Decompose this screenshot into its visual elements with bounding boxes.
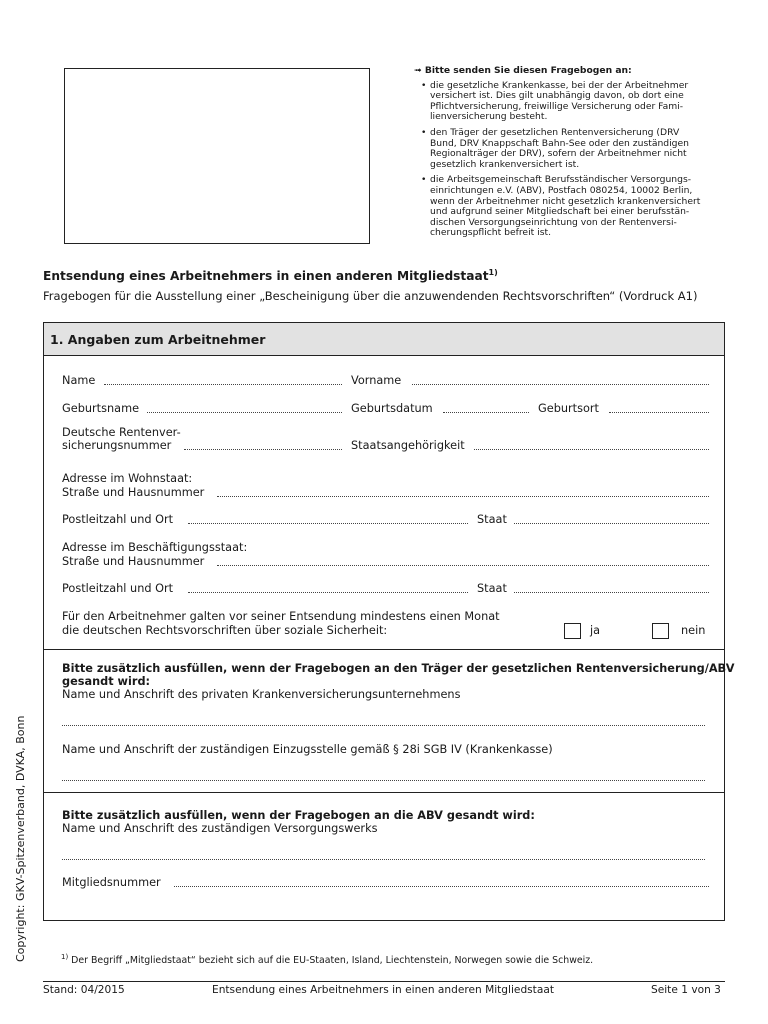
send-instructions [414, 66, 732, 244]
staat-wohnstaat-label: Staat [477, 513, 507, 526]
vorname-field[interactable] [412, 384, 709, 385]
title-footnote-marker: 1) [488, 268, 498, 277]
staatsangehoerigkeit-field[interactable] [474, 449, 709, 450]
section-header [44, 323, 724, 356]
page-title: Entsendung eines Arbeitnehmers in einen anderen Mitgliedstaat$^{1)}$ [43, 268, 498, 284]
staat-beschaeftigungsstaat-label: Staat [477, 582, 507, 595]
footnote: $^{1)}$ Der Begriff „Mitgliedstaat“ bezieht sich auf die EU-Staaten, Island, Liechtenstein, Norwegen sowie die Schweiz. [61, 953, 594, 967]
versorgungswerk-field[interactable] [62, 859, 705, 860]
mitgliedsnummer-label: Mitgliedsnummer [62, 876, 161, 889]
address-window-box [64, 68, 370, 244]
rv-subsection-heading-line1: Bitte zusätzlich ausfüllen, wenn der Fragebogen an den Träger der gesetzlichen Rentenversicherung/ABV [62, 662, 735, 675]
ja-label: ja [590, 624, 601, 637]
mitgliedsnummer-field[interactable] [174, 886, 709, 887]
adresse-wohnstaat-label: Adresse im Wohnstaat: [62, 472, 193, 485]
versorgungswerk-label: Name und Anschrift des zuständigen Versorgungswerks [62, 822, 378, 835]
footer-page-number: Seite 1 von 3 [651, 984, 721, 996]
staatsangehoerigkeit-label: Staatsangehörigkeit [351, 439, 465, 452]
private-kv-label: Name und Anschrift des privaten Krankenversicherungsunternehmens [62, 688, 461, 701]
instruction-item: • die Arbeitsgemeinschaft Berufsständischer Versorgungs- einrichtungen e.V. (ABV), Postfach 080254, 10002 Berlin, wenn der Arbeitnehmer nicht gesetzlich krankenversichert und aufgrund seiner Mitgliedschaft bei einer berufsstän- dischen Versorgungseinrichtung von der Rentenversi- cherungspflicht befreit ist. [430, 175, 732, 239]
frage-rechtsvorschriften-line1: Für den Arbeitnehmer galten vor seiner Entsendung mindestens einen Monat [62, 610, 500, 623]
geburtsname-field[interactable] [147, 412, 342, 413]
frage-rechtsvorschriften-line2: die deutschen Rechtsvorschriften über soziale Sicherheit: [62, 624, 388, 637]
geburtsdatum-label: Geburtsdatum [351, 402, 433, 415]
rv-nummer-field[interactable] [184, 449, 342, 450]
private-kv-field[interactable] [62, 725, 705, 726]
staat-wohnstaat-field[interactable] [514, 523, 709, 524]
rv-nummer-label-line1: Deutsche Rentenver- [62, 426, 181, 439]
instruction-item: • die gesetzliche Krankenkasse, bei der der Arbeitnehmer versichert ist. Dies gilt unabhängig davon, ob dort eine Pflichtversicherung, freiwillige Versicherung oder Fami- lienversicherung besteht. [430, 81, 732, 123]
section-title: 1. Angaben zum Arbeitnehmer [50, 332, 266, 347]
staat-beschaeftigungsstaat-field[interactable] [514, 592, 709, 593]
strasse-beschaeftigungsstaat-field[interactable] [217, 565, 709, 566]
strasse-beschaeftigungsstaat-label: Straße und Hausnummer [62, 555, 205, 568]
section-divider [44, 649, 724, 650]
footer-title: Entsendung eines Arbeitnehmers in einen anderen Mitgliedstaat [212, 984, 554, 996]
footnote-marker: 1) [61, 953, 69, 961]
abv-subsection-heading: Bitte zusätzlich ausfüllen, wenn der Fragebogen an die ABV gesandt wird: [62, 809, 535, 822]
instruction-item: • den Träger der gesetzlichen Rentenversicherung (DRV Bund, DRV Knappschaft Bahn-See oder den zuständigen Regionalträger der DRV), sofern der Arbeitnehmer nicht gesetzlich krankenversichert ist. [430, 128, 732, 170]
ja-checkbox[interactable] [564, 623, 581, 639]
strasse-wohnstaat-label: Straße und Hausnummer [62, 486, 205, 499]
vorname-label: Vorname [351, 374, 402, 387]
nein-checkbox[interactable] [652, 623, 669, 639]
send-instructions-heading: ➟ Bitte senden Sie diesen Fragebogen an: [414, 65, 632, 76]
page-subtitle: Fragebogen für die Ausstellung einer „Bescheinigung über die anzuwendenden Rechtsvorschriften“ (Vordruck A1) [43, 289, 698, 303]
arrow-icon: ➟ [414, 65, 422, 76]
section-divider [44, 792, 724, 793]
rv-nummer-label-line2: sicherungsnummer [62, 439, 172, 452]
strasse-wohnstaat-field[interactable] [217, 496, 709, 497]
name-label: Name [62, 374, 96, 387]
geburtsort-label: Geburtsort [538, 402, 599, 415]
rv-subsection-heading-line2: gesandt wird: [62, 675, 151, 688]
plz-ort-wohnstaat-field[interactable] [188, 523, 468, 524]
geburtsdatum-field[interactable] [443, 412, 529, 413]
copyright-notice: Copyright: GKV-Spitzenverband, DVKA, Bonn [14, 715, 27, 962]
footer-stand: Stand: 04/2015 [43, 984, 125, 996]
einzugsstelle-field[interactable] [62, 780, 705, 781]
plz-ort-beschaeftigungsstaat-field[interactable] [188, 592, 468, 593]
plz-ort-beschaeftigungsstaat-label: Postleitzahl und Ort [62, 582, 174, 595]
adresse-beschaeftigungsstaat-label: Adresse im Beschäftigungsstaat: [62, 541, 248, 554]
plz-ort-wohnstaat-label: Postleitzahl und Ort [62, 513, 174, 526]
nein-label: nein [681, 624, 706, 637]
geburtsname-label: Geburtsname [62, 402, 140, 415]
name-field[interactable] [104, 384, 342, 385]
footer-rule [43, 981, 725, 982]
einzugsstelle-label: Name und Anschrift der zuständigen Einzugsstelle gemäß § 28i SGB IV (Krankenkasse) [62, 743, 553, 756]
geburtsort-field[interactable] [609, 412, 709, 413]
employee-form [43, 322, 735, 921]
